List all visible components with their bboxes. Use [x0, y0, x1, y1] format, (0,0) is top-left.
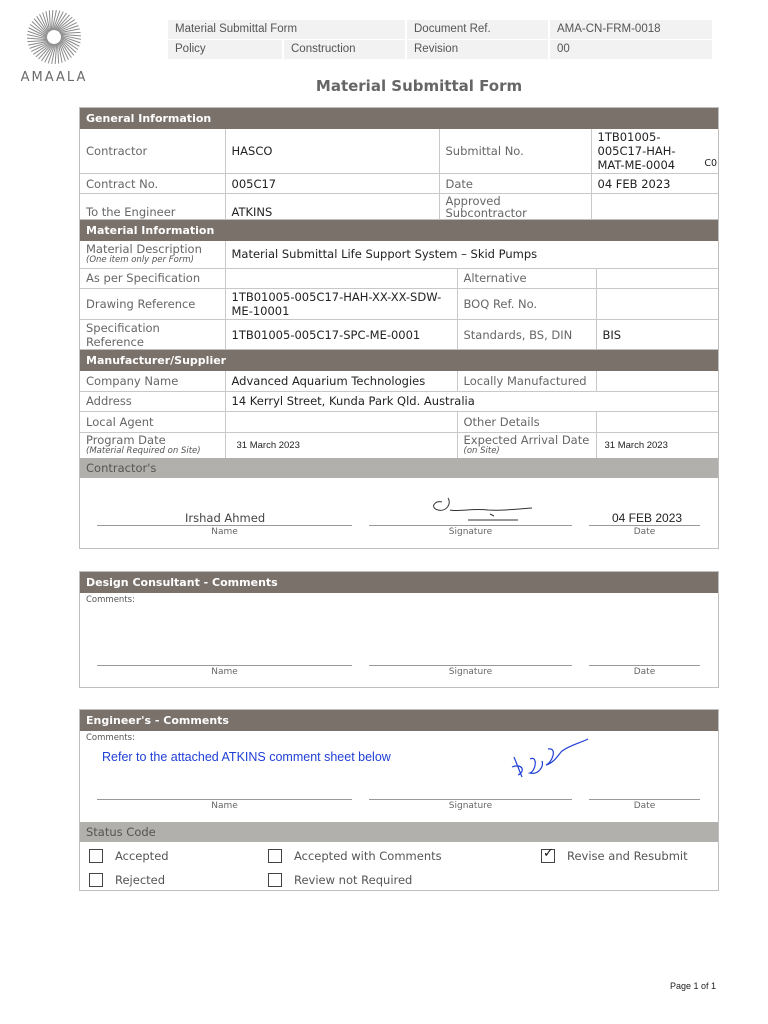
section-header: Material Information: [80, 220, 718, 241]
general-information-section: [79, 107, 719, 231]
program-field[interactable]: 31 March 2023: [225, 432, 457, 458]
other-field[interactable]: [596, 411, 718, 432]
signature-line: [369, 665, 572, 666]
engineer-field[interactable]: ATKINS: [225, 194, 439, 231]
policy-label: Policy: [168, 40, 282, 59]
logo-wordmark: AMAALA: [20, 70, 88, 85]
standards-label: Standards, BS, DIN: [457, 319, 596, 350]
signature-caption: Signature: [448, 527, 493, 537]
name-caption: Name: [211, 801, 238, 811]
submittal-number: 1TB01005-005C17-HAH-MAT-ME-0004: [597, 130, 676, 172]
docref-label: Document Ref.: [407, 20, 548, 39]
signature-caption: Signature: [448, 801, 493, 811]
drawing-field[interactable]: 1TB01005-005C17-HAH-XX-XX-SDW- ME-10001: [225, 288, 457, 319]
boq-label: BOQ Ref. No.: [457, 288, 596, 319]
name-line: [97, 525, 352, 526]
arrival-label: Expected Arrival Date: [463, 433, 590, 448]
program-label-cell: [80, 432, 225, 458]
accepted-with-comments-label: Accepted with Comments: [294, 849, 442, 863]
form-name-cell: Material Submittal Form: [168, 20, 405, 39]
local-field[interactable]: [596, 371, 718, 391]
spec-field[interactable]: [225, 268, 457, 288]
name-line: [97, 665, 352, 666]
subcontractor-label: Approved Subcontractor: [445, 194, 527, 220]
signature-line: [369, 799, 572, 800]
design-consultant-section: [79, 571, 719, 688]
contractor-name: Irshad Ahmed: [185, 511, 266, 525]
contractor-field[interactable]: HASCO: [225, 129, 439, 174]
drawing-label: Drawing Reference: [80, 288, 225, 319]
address-label: Address: [80, 391, 225, 411]
material-desc-note: (One item only per Form): [86, 255, 194, 266]
date-label: Date: [439, 174, 591, 194]
contract-field[interactable]: 005C17: [225, 174, 439, 194]
manufacturer-section: [79, 349, 719, 549]
name-line: [97, 799, 352, 800]
revise-and-resubmit-checkbox[interactable]: [541, 846, 555, 863]
alternative-label: Alternative: [457, 268, 596, 288]
submittal-label: Submittal No.: [439, 129, 591, 174]
contract-label: Contract No.: [80, 174, 225, 194]
date-caption: Date: [633, 667, 656, 677]
design-comments-area[interactable]: [80, 593, 718, 687]
comments-label: Comments:: [86, 733, 135, 743]
amaala-logo: [16, 8, 92, 85]
material-desc-label-cell: [80, 241, 225, 268]
rejected-label: Rejected: [115, 873, 166, 887]
agent-field[interactable]: [225, 411, 457, 432]
specref-label: Specification Reference: [80, 319, 225, 350]
engineer-label: To the Engineer: [80, 194, 225, 231]
arrival-label-cell: [457, 432, 596, 458]
sunburst-logo-icon: [25, 8, 83, 66]
submittal-suffix: C0: [704, 158, 717, 169]
name-caption: Name: [211, 667, 238, 677]
section-header: Design Consultant - Comments: [80, 572, 718, 593]
page-number: Page 1 of 1: [669, 981, 716, 991]
document-meta-table: [168, 20, 714, 60]
review-not-required-checkbox[interactable]: [268, 873, 282, 887]
local-label: Locally Manufactured: [457, 371, 596, 391]
date-caption: Date: [633, 527, 656, 537]
arrival-note: (on Site): [463, 446, 500, 457]
agent-label: Local Agent: [80, 411, 225, 432]
date-field[interactable]: 04 FEB 2023: [591, 174, 718, 194]
engineer-comments-section: [79, 709, 719, 891]
program-note: (Material Required on Site): [86, 446, 201, 457]
section-header: General Information: [80, 108, 718, 129]
section-header: Manufacturer/Supplier: [80, 350, 718, 371]
material-desc-field[interactable]: Material Submittal Life Support System – Skid Pumps: [225, 241, 718, 268]
status-code-subheader: Status Code: [80, 822, 718, 842]
contractors-subheader: Contractor's: [80, 458, 718, 478]
date-line: [589, 525, 700, 526]
review-not-required-label: Review not Required: [294, 873, 413, 887]
status-options: [80, 842, 718, 890]
spec-label: As per Specification: [80, 268, 225, 288]
page-title: Material Submittal Form: [315, 77, 523, 95]
other-label: Other Details: [457, 411, 596, 432]
name-caption: Name: [211, 527, 238, 537]
section-header: Engineer's - Comments: [80, 710, 718, 731]
specref-field[interactable]: 1TB01005-005C17-SPC-ME-0001: [225, 319, 457, 350]
date-line: [589, 665, 700, 666]
comments-label: Comments:: [86, 595, 135, 605]
signature-caption: Signature: [448, 667, 493, 677]
material-desc-label: Material Description: [86, 242, 202, 257]
signature-line: [369, 525, 572, 526]
docref-value: AMA-CN-FRM-0018: [550, 20, 712, 39]
submittal-field[interactable]: [591, 129, 718, 174]
company-label: Company Name: [80, 371, 225, 391]
accepted-with-comments-checkbox[interactable]: [268, 849, 282, 863]
arrival-field[interactable]: 31 March 2023: [596, 432, 718, 458]
date-caption: Date: [633, 801, 656, 811]
contractor-sign-date: 04 FEB 2023: [612, 511, 683, 525]
standards-field[interactable]: BIS: [596, 319, 718, 350]
accepted-checkbox[interactable]: [89, 849, 103, 863]
engineer-comment-text: Refer to the attached ATKINS comment sheet below: [102, 750, 391, 764]
company-field[interactable]: Advanced Aquarium Technologies: [225, 371, 457, 391]
engineer-signature-image: [508, 737, 592, 785]
rejected-checkbox[interactable]: [89, 873, 103, 887]
accepted-label: Accepted: [115, 849, 169, 863]
alternative-field[interactable]: [596, 268, 718, 288]
contractor-signature-image: [428, 490, 552, 524]
program-label: Program Date: [86, 433, 166, 448]
engineer-comments-area[interactable]: [80, 731, 718, 822]
date-line: [589, 799, 700, 800]
revise-and-resubmit-label: Revise and Resubmit: [567, 849, 688, 863]
address-field[interactable]: 14 Kerryl Street, Kunda Park Qld. Australia: [225, 391, 718, 411]
revision-label: Revision: [407, 40, 548, 59]
contractor-label: Contractor: [80, 129, 225, 174]
material-information-section: [79, 219, 719, 351]
boq-field[interactable]: [596, 288, 718, 319]
revision-value: 00: [550, 40, 712, 59]
policy-value: Construction: [284, 40, 405, 59]
check-mark-icon: ✓: [543, 846, 554, 861]
